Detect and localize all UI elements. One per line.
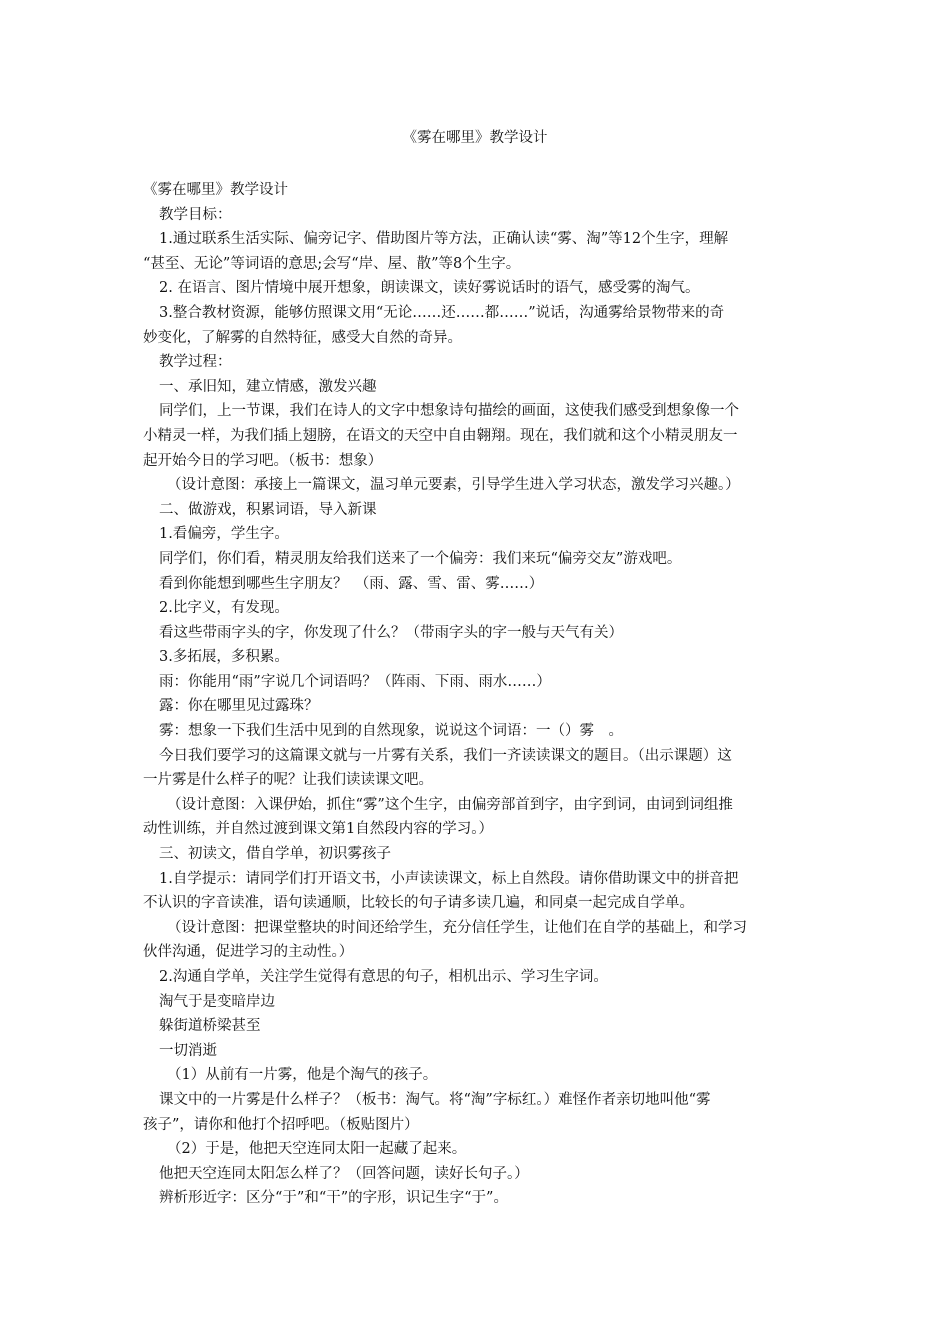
- text-line: 1.通过联系生活实际、偏旁记字、借助图片等方法，正确认读“雾、淘”等12个生字，理解: [159, 231, 729, 248]
- text-line: 辨析形近字：区分“于”和“干”的字形，识记生字“于”。: [159, 1190, 508, 1207]
- text-line: 他把天空连同太阳怎么样了？（回答问题，读好长句子。）: [159, 1165, 529, 1182]
- text-line: 看到你能想到哪些生字朋友？ （雨、露、雪、雷、雾……）: [159, 575, 544, 592]
- text-line: 教学目标：: [159, 206, 232, 223]
- text-line: 一片雾是什么样子的呢？让我们读读课文吧。: [143, 772, 433, 789]
- text-line: 3.整合教材资源，能够仿照课文用“无论……还……都……”说话，沟通雾给景物带来的奇: [159, 304, 725, 321]
- text-line: 2.沟通自学单，关注学生觉得有意思的句子，相机出示、学习生字词。: [159, 969, 608, 985]
- text-line: 二、做游戏，积累词语，导入新课: [159, 501, 377, 518]
- text-line: 教学过程：: [159, 354, 232, 371]
- text-line: 看这些带雨字头的字，你发现了什么？（带雨字头的字一般与天气有关）: [159, 624, 623, 641]
- text-line: 孩子”，请你和他打个招呼吧。（板贴图片）: [143, 1116, 419, 1133]
- text-line: 同学们，上一节课，我们在诗人的文字中想象诗句描绘的画面，这使我们感受到想象像一个: [159, 403, 739, 420]
- text-line: 三、初读文，借自学单，初识雾孩子: [159, 846, 391, 863]
- text-line: 不认识的字音读准，语句读通顺，比较长的句子请多读几遍，和同桌一起完成自学单。: [143, 895, 694, 912]
- text-line: 起开始今日的学习吧。（板书：想象）: [143, 452, 383, 469]
- text-line: （2）于是，他把天空连同太阳一起藏了起来。: [167, 1141, 467, 1158]
- text-line: 伙伴沟通，促进学习的主动性。）: [143, 944, 354, 961]
- text-line: （1）从前有一片雾，他是个淘气的孩子。: [167, 1067, 438, 1084]
- text-line: 1.看偏旁，学生字。: [159, 526, 289, 543]
- text-line: 一、承旧知，建立情感，激发兴趣: [159, 378, 377, 395]
- text-line: （设计意图：承接上一篇课文，温习单元要素，引导学生进入学习状态，激发学习兴趣。）: [167, 477, 740, 494]
- text-line: 露：你在哪里见过露珠？: [159, 698, 319, 715]
- document-title: 《雾在哪里》教学设计: [402, 130, 548, 146]
- text-line: （设计意图：把课堂整块的时间还给学生，充分信任学生，让他们在自学的基础上，和学习: [167, 919, 747, 936]
- document-body: [143, 178, 807, 1211]
- text-line: 躲街道桥梁甚至: [159, 1018, 261, 1035]
- text-line: 小精灵一样，为我们插上翅膀，在语文的天空中自由翱翔。现在，我们就和这个小精灵朋友一: [143, 427, 738, 444]
- text-line: 动性训练，并自然过渡到课文第1自然段内容的学习。）: [143, 821, 493, 838]
- text-line: “甚至、无论”等词语的意思;会写“岸、屋、散”等8个生字。: [143, 255, 521, 272]
- text-line: 妙变化，了解雾的自然特征，感受大自然的奇异。: [143, 329, 462, 346]
- text-line: 同学们，你们看，精灵朋友给我们送来了一个偏旁：我们来玩“偏旁交友”游戏吧。: [159, 550, 682, 567]
- text-line: 2. 在语言、图片情境中展开想象，朗读课文，读好雾说话时的语气，感受雾的淘气。: [159, 280, 700, 297]
- text-line: 3.多拓展，多积累。: [159, 649, 289, 666]
- text-line: 今日我们要学习的这篇课文就与一片雾有关系，我们一齐读读课文的题目。（出示课题）这: [159, 747, 732, 764]
- text-line: 雨：你能用“雨”字说几个词语吗？（阵雨、下雨、雨水……）: [159, 673, 551, 690]
- text-line: 2.比字义，有发现。: [159, 600, 289, 617]
- text-line: 1.自学提示：请同学们打开语文书，小声读读课文，标上自然段。请你借助课文中的拼音把: [159, 870, 739, 887]
- text-line: 淘气于是变暗岸边: [159, 993, 275, 1010]
- text-line: 一切消逝: [159, 1042, 217, 1059]
- text-line: 《雾在哪里》教学设计: [143, 182, 288, 198]
- text-line: （设计意图：入课伊始，抓住“雾”这个生字，由偏旁部首到字，由字到词，由词到词组推: [167, 796, 733, 813]
- text-line: 雾：想象一下我们生活中见到的自然现象，说说这个词语：一（）雾 。: [159, 723, 623, 740]
- text-line: 课文中的一片雾是什么样子？（板书：淘气。将“淘”字标红。）难怪作者亲切地叫他“雾: [159, 1091, 711, 1108]
